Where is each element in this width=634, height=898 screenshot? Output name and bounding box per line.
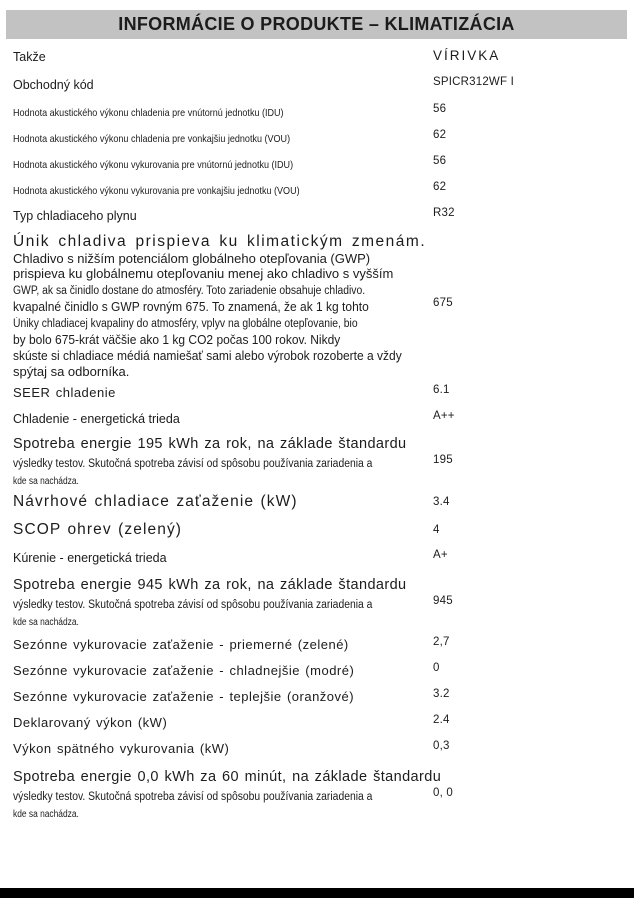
- row-value: R32: [433, 207, 455, 219]
- row-gwp-note: [13, 233, 628, 379]
- row-label: Kúrenie - energetická trieda: [13, 551, 167, 565]
- gwp-note-line: spýtaj sa odborníka.: [13, 363, 130, 379]
- row-declared-capacity: [13, 714, 628, 732]
- row-design-cooling-load: [13, 493, 628, 511]
- row-sound-heating-vou: [13, 181, 628, 199]
- row-cooling-class: [13, 410, 628, 428]
- row-label: Návrhové chladiace zaťaženie (kW): [13, 493, 298, 510]
- row-value: 945: [433, 595, 453, 607]
- row-value: 2,7: [433, 636, 450, 648]
- row-energy-year-heating: [13, 575, 628, 630]
- row-label: Takže: [13, 50, 46, 64]
- row-label: Typ chladiaceho plynu: [13, 209, 137, 223]
- row-label-line: výsledky testov. Skutočná spotreba závisí od spôsobu používania zariadenia a: [13, 458, 373, 470]
- row-value: 675: [433, 297, 453, 309]
- gwp-note-line: GWP, ak sa činidlo dostane do atmosféry. Toto zariadenie obsahuje chladivo.: [13, 284, 366, 297]
- row-value: 3.2: [433, 688, 450, 700]
- header-band: [6, 10, 627, 39]
- gwp-note-line: by bolo 675-krát väčšie ako 1 kg CO2 počas 100 rokov. Nikdy: [13, 332, 341, 347]
- gwp-note-line: Chladivo s nižším potenciálom globálneho otepľovania (GWP): [13, 251, 371, 266]
- row-label-line: výsledky testov. Skutočná spotreba závisí od spôsobu používania zariadenia a: [13, 599, 373, 611]
- row-value: A++: [433, 410, 455, 422]
- row-label: Deklarovaný výkon (kW): [13, 715, 168, 730]
- gwp-note-line: Únik chladiva prispieva ku klimatickým zmenám.: [13, 233, 427, 250]
- row-energy-60min: [13, 767, 628, 822]
- row-value: 4: [433, 524, 440, 536]
- row-label: Sezónne vykurovacie zaťaženie - priemerné (zelené): [13, 637, 349, 652]
- row-value: 3.4: [433, 496, 450, 508]
- row-label: Hodnota akustického výkonu vykurovania pre vonkajšiu jednotku (VOU): [13, 185, 300, 197]
- row-seasonal-warmer: [13, 688, 628, 706]
- gwp-note-line: Úniky chladiacej kvapaliny do atmosféry, vplyv na globálne otepľovanie, bio: [13, 317, 358, 330]
- row-label: Sezónne vykurovacie zaťaženie - chladnejšie (modré): [13, 663, 355, 678]
- row-value: 2.4: [433, 714, 450, 726]
- row-backup-heating: [13, 740, 628, 758]
- row-also: [13, 48, 628, 66]
- footer-bar: [0, 888, 634, 898]
- row-label: Hodnota akustického výkonu vykurovania pre vnútornú jednotku (IDU): [13, 159, 294, 171]
- row-value: 0,3: [433, 740, 450, 752]
- row-value: 62: [433, 181, 447, 193]
- row-value: 0: [433, 662, 440, 674]
- row-value: 62: [433, 129, 447, 141]
- row-label: SEER chladenie: [13, 385, 116, 400]
- gwp-note-line: skúste si chladiace médiá namiešať sami alebo výrobok rozoberte a vždy: [13, 348, 402, 363]
- row-value: 56: [433, 155, 447, 167]
- row-label-line: kde sa nachádza.: [13, 476, 79, 487]
- row-label-line: Spotreba energie 195 kWh za rok, na základe štandardu: [13, 436, 407, 452]
- row-label: Chladenie - energetická trieda: [13, 412, 180, 426]
- row-label: SCOP ohrev (zelený): [13, 521, 183, 538]
- row-heating-class: [13, 549, 628, 567]
- row-seer: [13, 384, 628, 402]
- row-label-line: kde sa nachádza.: [13, 809, 79, 820]
- row-label: Hodnota akustického výkonu chladenia pre vnútornú jednotku (IDU): [13, 107, 284, 119]
- row-label-line: kde sa nachádza.: [13, 617, 79, 628]
- row-label: Výkon spätného vykurovania (kW): [13, 741, 230, 756]
- row-scop: [13, 521, 628, 539]
- row-label-line: Spotreba energie 0,0 kWh za 60 minút, na základe štandardu: [13, 769, 442, 785]
- row-value: A+: [433, 549, 448, 561]
- row-sound-heating-idu: [13, 155, 628, 173]
- row-energy-year-cooling: [13, 434, 628, 489]
- row-label-line: Spotreba energie 945 kWh za rok, na základe štandardu: [13, 577, 407, 593]
- row-refrigerant-type: [13, 207, 628, 225]
- row-sound-cooling-vou: [13, 129, 628, 147]
- gwp-note-line: kvapalné činidlo s GWP rovným 675. To znamená, že ak 1 kg tohto: [13, 299, 369, 314]
- row-value: 0, 0: [433, 787, 453, 799]
- row-trade-code: [13, 76, 628, 94]
- row-value: 6.1: [433, 384, 450, 396]
- row-seasonal-colder: [13, 662, 628, 680]
- row-value: 56: [433, 103, 447, 115]
- row-label: Sezónne vykurovacie zaťaženie - teplejšie (oranžové): [13, 689, 355, 704]
- row-value: 195: [433, 454, 453, 466]
- row-label: Obchodný kód: [13, 78, 94, 92]
- row-value: VÍRIVKA: [433, 48, 501, 63]
- gwp-note-line: prispieva ku globálnemu otepľovaniu menej ako chladivo s vyšším: [13, 266, 394, 281]
- page-title: INFORMÁCIE O PRODUKTE – KLIMATIZÁCIA: [118, 14, 515, 34]
- row-seasonal-average: [13, 636, 628, 654]
- row-label-line: výsledky testov. Skutočná spotreba závisí od spôsobu používania zariadenia a: [13, 791, 373, 803]
- row-sound-cooling-idu: [13, 103, 628, 121]
- row-label: Hodnota akustického výkonu chladenia pre vonkajšiu jednotku (VOU): [13, 133, 291, 145]
- row-value: SPICR312WF I: [433, 76, 515, 88]
